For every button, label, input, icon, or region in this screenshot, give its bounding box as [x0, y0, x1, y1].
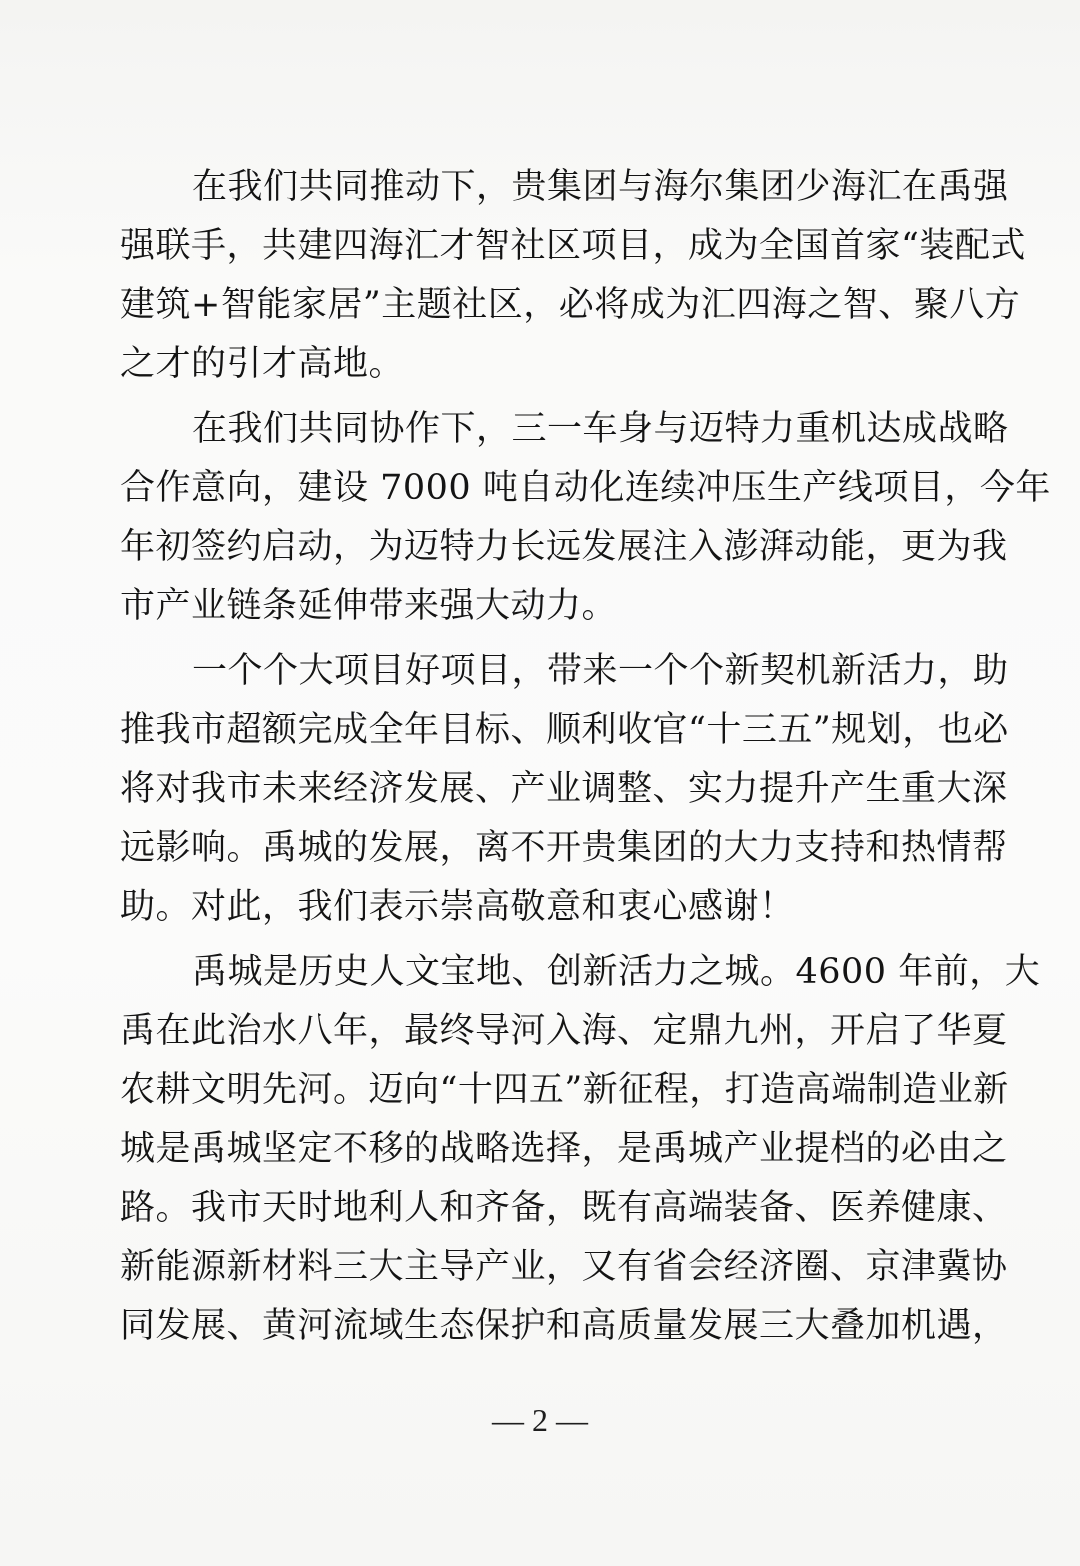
text-line: 禹城是历史人文宝地、创新活力之城。4600 年前，大	[192, 952, 1041, 992]
text-line: 农耕文明先河。迈向“十四五”新征程，打造高端制造业新	[120, 1070, 1009, 1110]
text-line: 城是禹城坚定不移的战略选择，是禹城产业提档的必由之	[120, 1129, 1008, 1169]
text-line: 强联手，共建四海汇才智社区项目，成为全国首家“装配式	[120, 226, 1026, 266]
text-line: 之才的引才高地。	[120, 344, 405, 384]
text-line: 年初签约启动，为迈特力长远发展注入澎湃动能，更为我	[120, 527, 1008, 567]
document-body	[120, 158, 1051, 1362]
text-line: 助。对此，我们表示崇高敬意和衷心感谢！	[120, 887, 795, 927]
text-line: 禹在此治水八年，最终导河入海、定鼎九州，开启了华夏	[120, 1011, 1008, 1051]
text-line: 在我们共同推动下，贵集团与海尔集团少海汇在禹强	[192, 167, 1009, 207]
page-number: — 2 —	[492, 1402, 588, 1438]
text-line: 市产业链条延伸带来强大动力。	[120, 586, 618, 626]
paragraph-1	[120, 158, 1026, 394]
text-line: 将对我市未来经济发展、产业调整、实力提升产生重大深	[120, 769, 1008, 809]
text-line: 远影响。禹城的发展，离不开贵集团的大力支持和热情帮	[120, 828, 1008, 868]
text-line: 建筑+智能家居”主题社区，必将成为汇四海之智、聚八方	[120, 285, 1021, 325]
paragraph-2	[120, 400, 1051, 636]
paragraph-4	[120, 943, 1041, 1356]
text-line: 合作意向，建设 7000 吨自动化连续冲压生产线项目，今年	[120, 468, 1051, 508]
text-line: 推我市超额完成全年目标、顺利收官“十三五”规划，也必	[120, 710, 1009, 750]
text-line: 新能源新材料三大主导产业，又有省会经济圈、京津冀协	[120, 1247, 1008, 1287]
text-line: 同发展、黄河流域生态保护和高质量发展三大叠加机遇，	[120, 1306, 1008, 1346]
text-line: 一个个大项目好项目，带来一个个新契机新活力，助	[192, 651, 1009, 691]
paragraph-3	[120, 642, 1009, 937]
text-line: 路。我市天时地利人和齐备，既有高端装备、医养健康、	[120, 1188, 1008, 1228]
text-line: 在我们共同协作下，三一车身与迈特力重机达成战略	[192, 409, 1009, 449]
